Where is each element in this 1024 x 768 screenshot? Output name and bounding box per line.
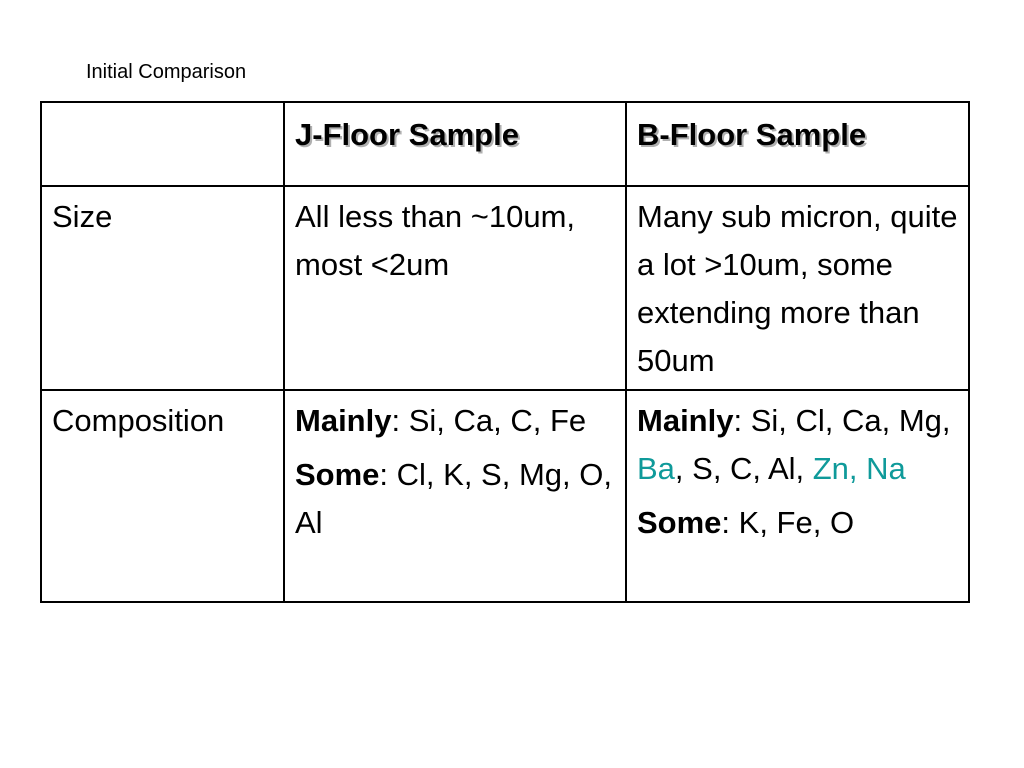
comparison-table bbox=[40, 101, 970, 603]
header-cell-empty bbox=[41, 102, 284, 186]
header-j-floor-label: J-Floor Sample bbox=[295, 117, 519, 152]
b-floor-mainly-line bbox=[637, 397, 960, 493]
b-floor-some-label: Some bbox=[637, 505, 722, 540]
j-floor-mainly-label: Mainly bbox=[295, 403, 392, 438]
table-row bbox=[41, 186, 969, 390]
b-floor-highlight-ba: Ba bbox=[637, 451, 675, 486]
header-cell-j-floor bbox=[284, 102, 626, 186]
b-floor-mainly-label: Mainly bbox=[637, 403, 734, 438]
j-floor-mainly-values: : Si, Ca, C, Fe bbox=[391, 403, 587, 438]
header-b-floor-label: B-Floor Sample bbox=[637, 117, 867, 152]
row-label-composition: Composition bbox=[41, 390, 284, 602]
b-floor-some-values: : K, Fe, O bbox=[721, 505, 855, 540]
header-cell-b-floor bbox=[626, 102, 969, 186]
j-floor-mainly-line bbox=[295, 397, 617, 445]
b-floor-some-line bbox=[637, 499, 960, 547]
b-floor-highlight-zn-na: Zn, Na bbox=[812, 451, 906, 486]
j-floor-some-values: : Cl, K, S, Mg, O, Al bbox=[295, 457, 612, 540]
table-header-row bbox=[41, 102, 969, 186]
j-floor-some-line bbox=[295, 451, 617, 547]
b-floor-mainly-values-1: : Si, Cl, Ca, Mg, bbox=[733, 403, 951, 438]
slide-title: Initial Comparison bbox=[86, 61, 247, 83]
composition-b-floor-cell bbox=[626, 390, 969, 602]
size-b-floor-cell: Many sub micron, quite a lot >10um, some extending more than 50um bbox=[626, 186, 969, 390]
composition-j-floor-cell bbox=[284, 390, 626, 602]
size-j-floor-cell: All less than ~10um, most <2um bbox=[284, 186, 626, 390]
b-floor-mainly-values-2: , S, C, Al, bbox=[674, 451, 813, 486]
j-floor-some-label: Some bbox=[295, 457, 380, 492]
table-row bbox=[41, 390, 969, 602]
row-label-size: Size bbox=[41, 186, 284, 390]
